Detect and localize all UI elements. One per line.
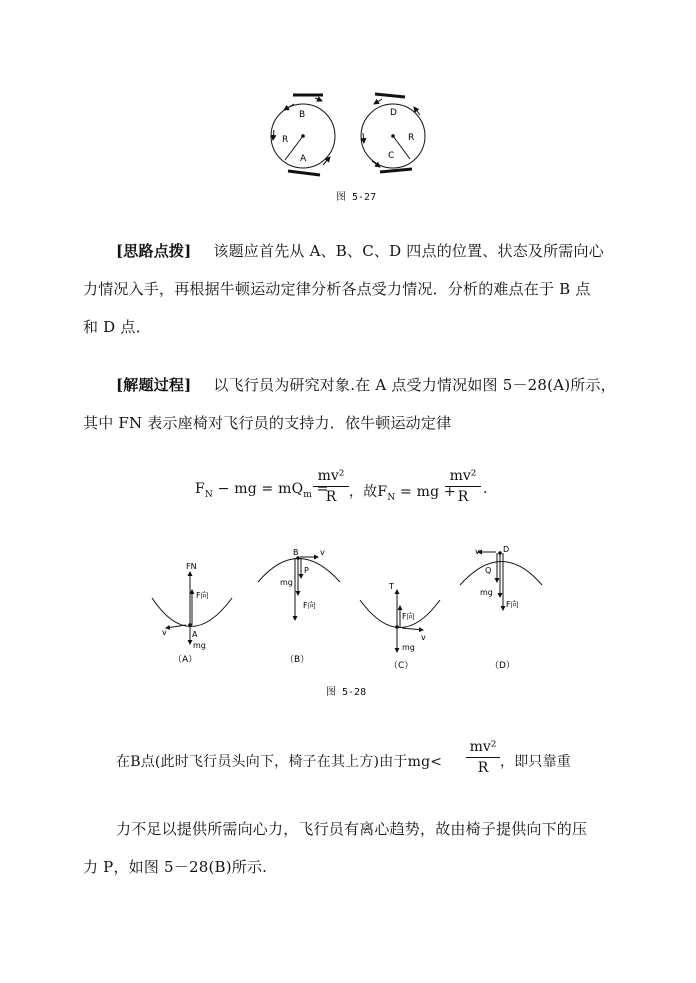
label-Fxiang-B: F向 (303, 601, 316, 610)
label-T: T (389, 582, 394, 591)
label-D-528: D (503, 545, 510, 554)
label-Q: Q (485, 566, 492, 575)
section3-line1-before: 在B点(此时飞行员头向下，椅子在其上方)由于mg< (116, 754, 443, 770)
label-A-528: A (192, 630, 198, 639)
label-v-B: v (320, 548, 325, 557)
label-mg-D: mg (480, 588, 493, 597)
label-D-527: D (390, 108, 397, 118)
label-FN: FN (186, 562, 197, 571)
section1-line3: 和 D 点． (83, 318, 151, 336)
label-B-527: B (299, 110, 306, 120)
subcap-D: （D） (490, 661, 515, 670)
section2-line1 (116, 374, 616, 395)
subcap-C: （C） (389, 661, 414, 670)
equation-end: . (483, 481, 488, 497)
label-C-527: C (388, 151, 395, 161)
figure-5-28-caption: 图 5-28 (326, 687, 367, 698)
section1-line1 (116, 240, 604, 261)
section3-line2: 力不足以提供所需向心力，飞行员有离心趋势，故由椅子提供向下的压 (116, 820, 588, 838)
section1-text1: 该题应首先从 A、B、C、D 四点的位置、状态及所需向心 (213, 242, 604, 260)
section3-fraction: mv² R (466, 739, 500, 776)
arc-D (460, 562, 542, 586)
section2-text1: 以飞行员为研究对象.在 A 点受力情况如图 5－28(A)所示， (213, 376, 616, 394)
equation-part1: $F_N$ − mg = $mQ_m$ = (195, 481, 329, 500)
section3-line3: 力 P，如图 5－28(B)所示. (83, 858, 268, 876)
section3-line1-after: ，即只靠重 (500, 754, 571, 770)
section1-heading: [思路点拨] (116, 242, 192, 260)
label-A-527: A (300, 154, 307, 164)
section1-line2: 力情况入手，再根据牛顿运动定律分析各点受力情况．分析的难点在于 B 点 (83, 280, 591, 298)
label-mg-B: mg (280, 578, 293, 587)
label-Fxiang-A: F向 (196, 591, 209, 600)
section2-line2: 其中 FN 表示座椅对飞行员的支持力．依牛顿运动定律 (83, 414, 452, 432)
label-v-A: v (162, 628, 167, 637)
label-v-D: v (475, 547, 480, 556)
label-mg-A: mg (193, 641, 206, 650)
section2-heading: [解题过程] (116, 376, 192, 394)
arc-B (258, 559, 340, 583)
figure-5-28 (140, 540, 550, 670)
figure-5-27-caption: 图 5-27 (336, 192, 377, 203)
label-R-right: R (408, 133, 415, 143)
equation-part2: ，故$F_N$ = mg + (349, 484, 456, 503)
figure-5-27 (260, 85, 430, 185)
label-mg-C: mg (402, 643, 415, 652)
subcap-B: （B） (285, 655, 310, 665)
label-P: P (304, 566, 309, 575)
label-v-C: v (421, 633, 426, 642)
equation-fraction-2: mv² R (445, 468, 481, 505)
label-Fxiang-D: F向 (506, 600, 519, 609)
label-Fxiang-C: F向 (402, 612, 415, 621)
equation-fraction-1: mv² R (313, 468, 349, 505)
label-R-left: R (282, 135, 289, 145)
label-B-528: B (293, 548, 299, 557)
subcap-A: （A） (173, 655, 198, 665)
